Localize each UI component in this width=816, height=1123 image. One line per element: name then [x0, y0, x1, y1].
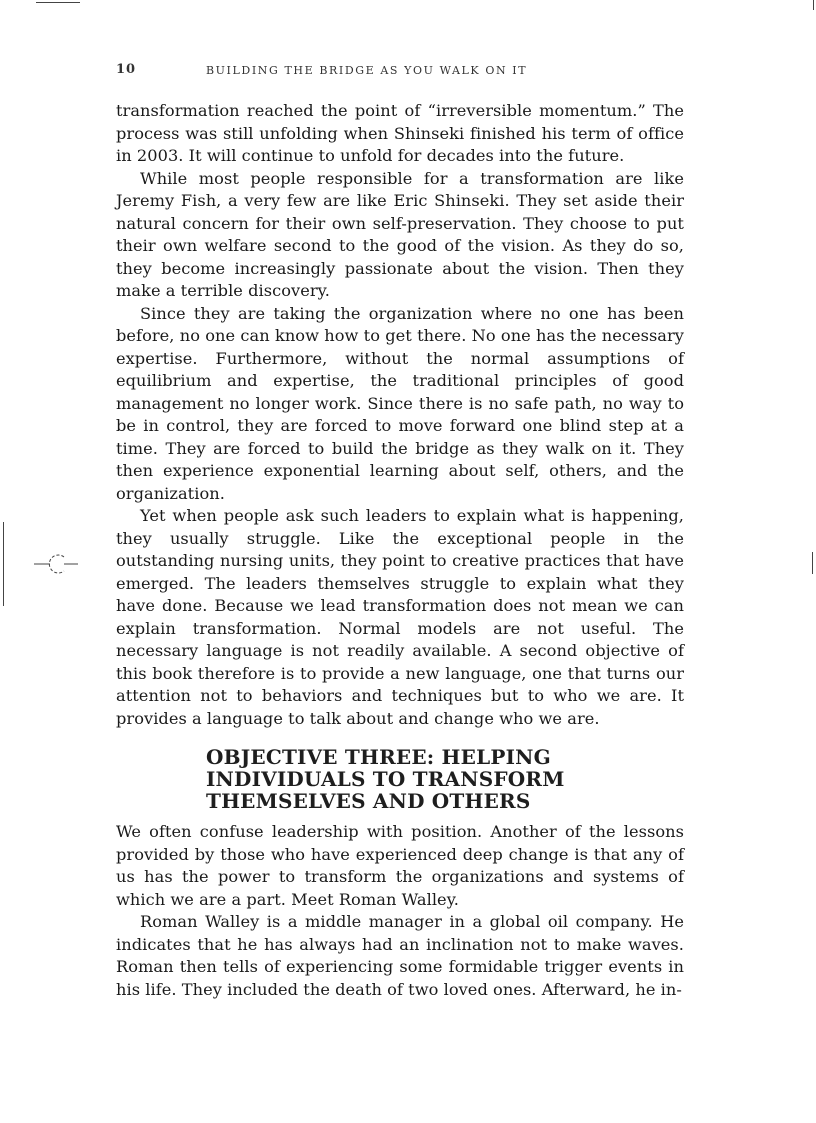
section-heading-line: THEMSELVES AND OTHERS	[206, 789, 531, 813]
registration-mark-icon	[34, 550, 78, 578]
section-heading-line: INDIVIDUALS TO TRANSFORM	[206, 767, 565, 791]
paragraph-continued: transformation reached the point of “irreversible momentum.” The process was still unfolding when Shinseki finished his term of office in 2003. It will continue to unfold for decades into the future.	[116, 101, 684, 165]
paragraph: We often confuse leadership with position. Another of the lessons provided by those who have experienced deep change is that any of us has the power to transform the organizations and systems of which we are a part. Meet Roman Walley.	[116, 822, 684, 909]
paragraph: Yet when people ask such leaders to explain what is happening, they usually struggle. Like the exceptional people in the outstanding nursing units, they point to creative practices that have emerged. The leaders themselves struggle to explain what they have done. Because we lead transformation does not mean we can explain transformation. Normal models are not useful. The necessary language is not readily available. A second objective of this book therefore is to provide a new language, one that turns our attention not to behaviors and techniques but to who we are. It provides a language to talk about and change who we are.	[116, 506, 684, 728]
section-heading-line: OBJECTIVE THREE: HELPING	[206, 745, 551, 769]
crop-mark-top-left	[36, 2, 80, 3]
paragraph: While most people responsible for a transformation are like Jeremy Fish, a very few are like Eric Shinseki. They set aside their natural concern for their own self-preservation. They choose to put their own welfare second to the good of the vision. As they do so, they become increasingly passionate about the vision. Then they make a terrible discovery.	[116, 168, 684, 300]
section-heading	[206, 746, 626, 812]
paragraph: Roman Walley is a middle manager in a global oil company. He indicates that he has always had an inclination not to make waves. Roman then tells of experiencing some formidable trigger events in his life. They included the death of two loved ones. Afterward, he in-	[116, 912, 684, 999]
crop-mark-top-right	[813, 0, 814, 10]
crop-mark-right	[812, 552, 813, 574]
page-number: 10	[116, 62, 137, 77]
section-body-text	[116, 821, 684, 1001]
paragraph: Since they are taking the organization where no one has been before, no one can know how to get there. No one has the necessary expertise. Furthermore, without the normal assumptions of equilibrium and expertise, the traditional principles of good management no longer work. Since there is no safe path, no way to be in control, they are forced to move forward one blind step at a time. They are forced to build the bridge as they walk on it. They then experience exponential learning about self, others, and the organization.	[116, 303, 684, 503]
body-text	[116, 100, 684, 730]
crop-mark-left	[3, 522, 4, 606]
running-head	[116, 62, 696, 80]
book-title-header: BUILDING THE BRIDGE AS YOU WALK ON IT	[206, 64, 528, 77]
